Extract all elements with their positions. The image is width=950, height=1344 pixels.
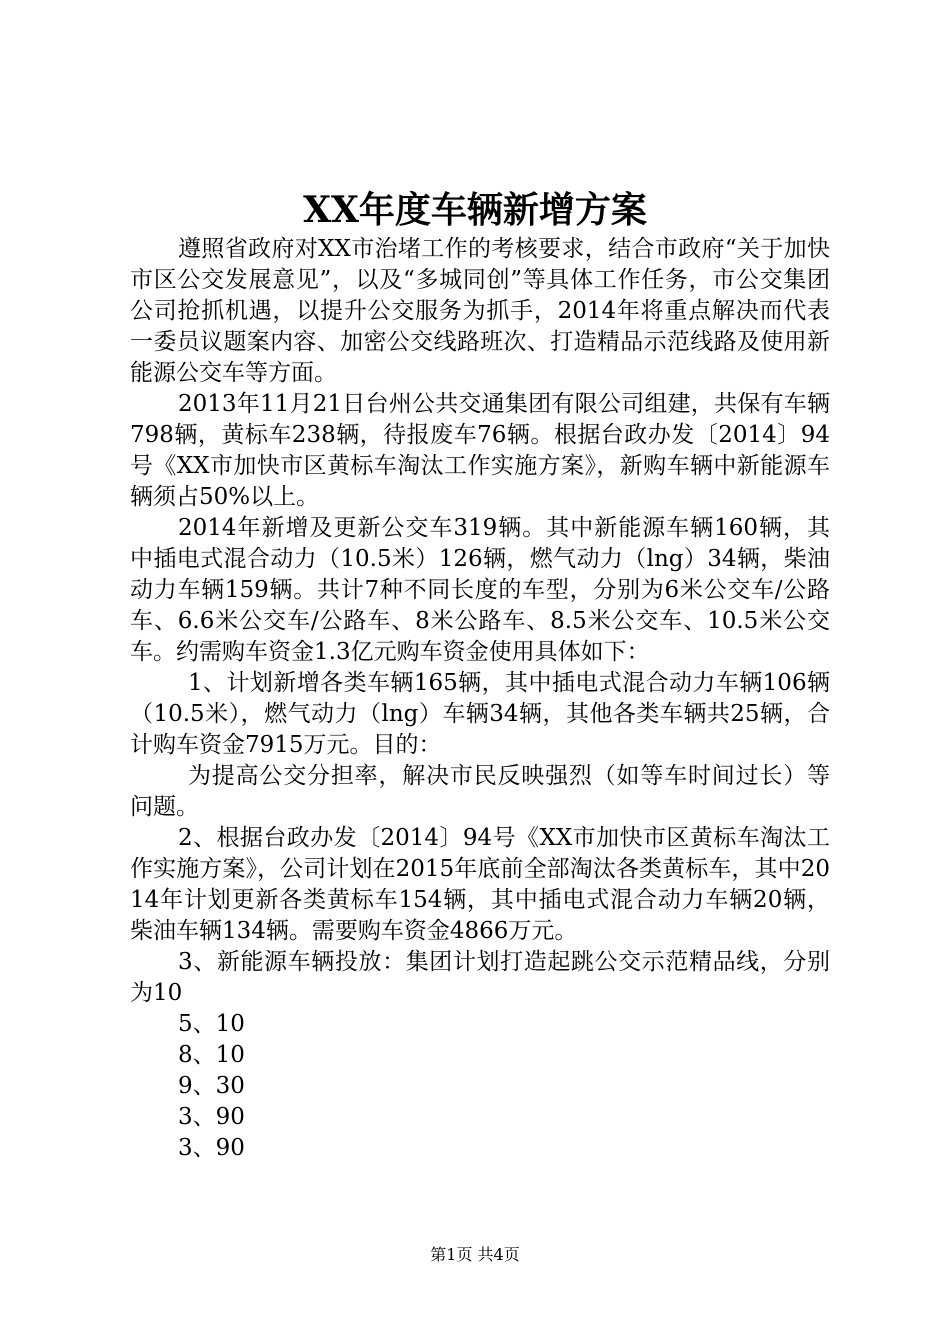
paragraph-item-2: 2、根据台政办发〔2014〕94号《XX市加快市区黄标车淘汰工作实施方案》，公司计划在2015年底前全部淘汰各类黄标车，其中2014年计划更新各类黄标车154辆，其中插电式混合动力车辆20辆，柴油车辆134辆。需要购车资金4866万元。 [130,825,830,944]
document-body [130,234,830,1164]
paragraph-intro: 遵照省政府对XX市治堵工作的考核要求，结合市政府“关于加快市区公交发展意见”，以及“多城同创”等具体工作任务，市公交集团公司抢抓机遇，以提升公交服务为抓手，2014年将重点解决而代表一委员议题案内容、加密公交线路班次、打造精品示范线路及使用新能源公交车等方面。 [130,236,830,386]
list-item: 3、90 [178,1104,245,1130]
paragraph-item-1: 1、计划新增各类车辆165辆，其中插电式混合动力车辆106辆（10.5米），燃气动力（lng）车辆34辆，其他各类车辆共25辆，合计购车资金7915万元。目的： [130,670,830,758]
list-item: 5、10 [178,1011,245,1037]
list-item: 3、90 [178,1135,245,1161]
list-item: 9、30 [178,1073,245,1099]
paragraph-2014-plan: 2014年新增及更新公交车319辆。其中新能源车辆160辆，其中插电式混合动力（10.5米）126辆，燃气动力（lng）34辆，柴油动力车辆159辆。共计7种不同长度的车型，分别为6米公交车/公路车、6.6米公交车/公路车、8米公路车、8.5米公交车、10.5米公交车。约需购车资金1.3亿元购车资金使用具体如下： [130,515,830,665]
list-item: 8、10 [178,1042,245,1068]
paragraph-item-3: 3、新能源车辆投放：集团计划打造起跳公交示范精品线，分别为10 [130,949,830,1006]
page-footer: 第1页 共4页 [430,1245,520,1264]
document-title: XX年度车辆新增方案 [303,189,647,231]
paragraph-fleet-status: 2013年11月21日台州公共交通集团有限公司组建，共保有车辆798辆，黄标车238辆，待报废车76辆。根据台政办发〔2014〕94号《XX市加快市区黄标车淘汰工作实施方案》，新购车辆中新能源车辆须占50%以上。 [130,391,830,510]
paragraph-purpose: 为提高公交分担率，解决市民反映强烈（如等车时间过长）等问题。 [130,763,830,820]
